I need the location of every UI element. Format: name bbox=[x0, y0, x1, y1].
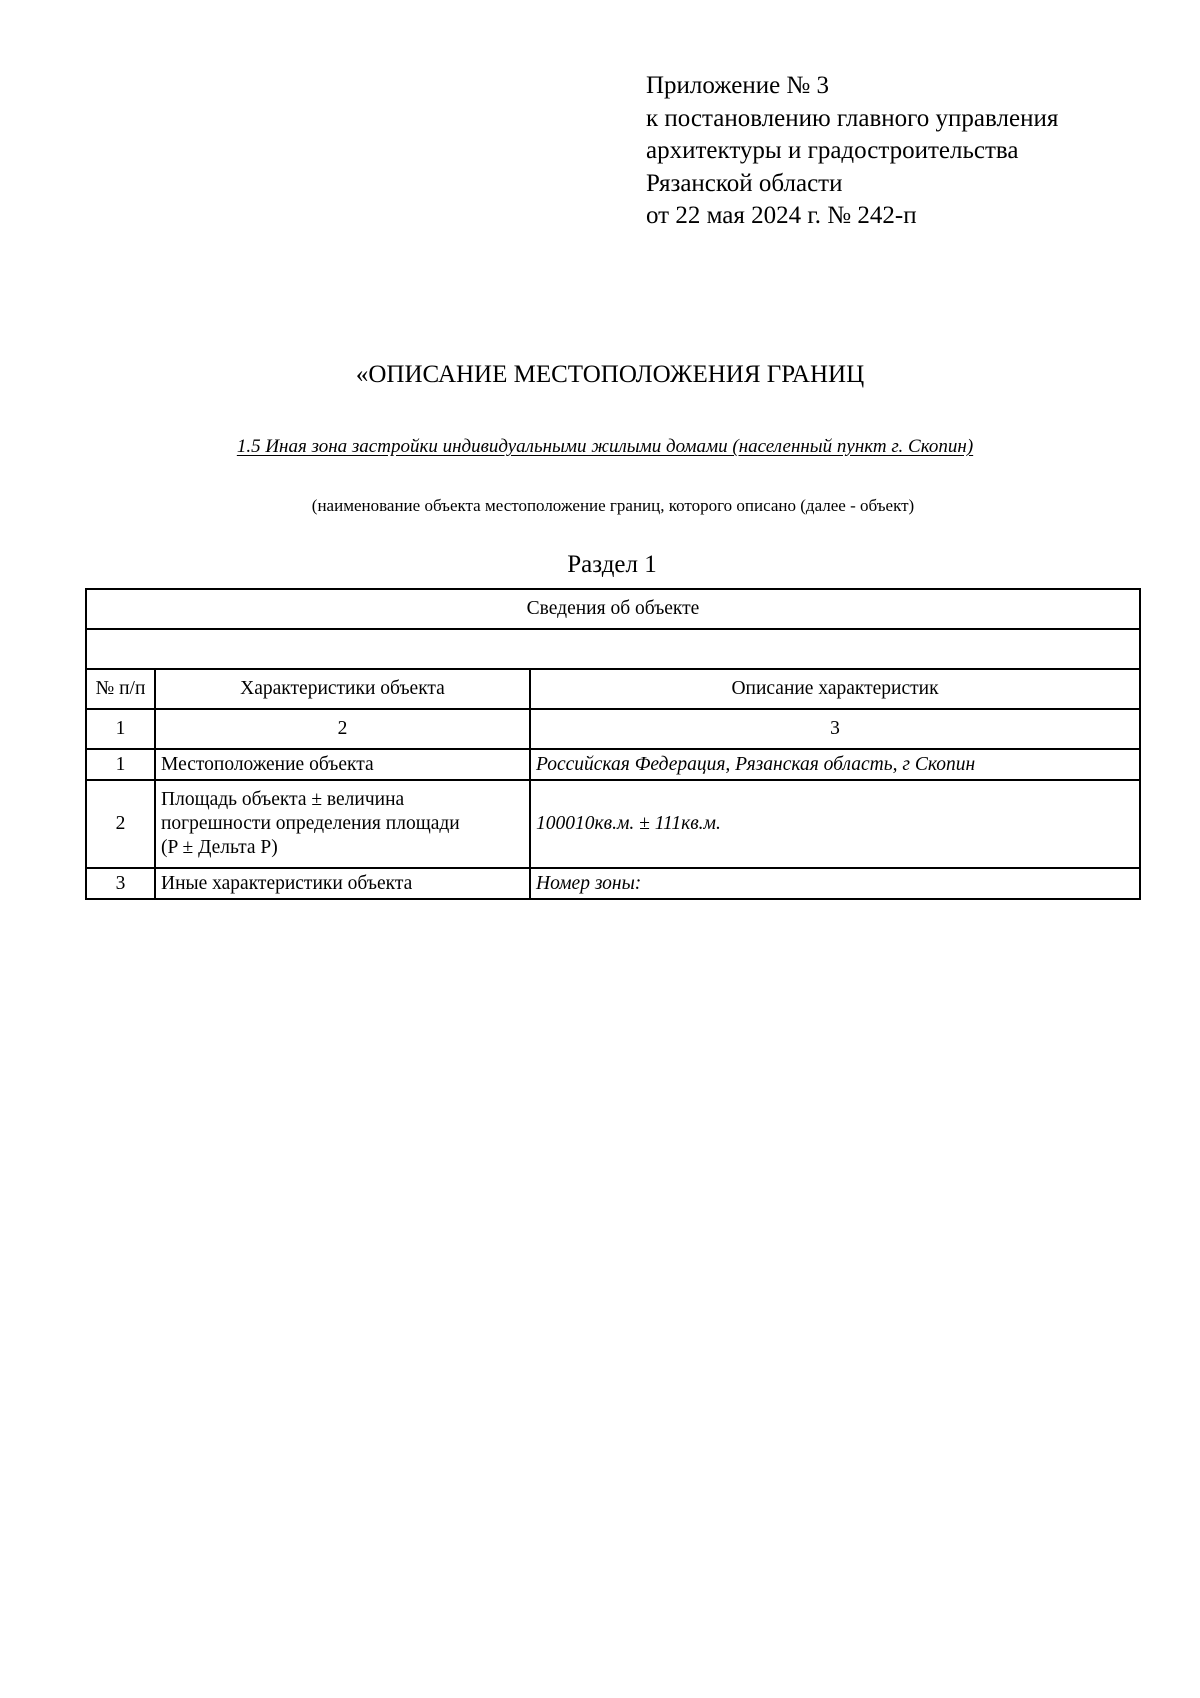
section-title: Раздел 1 bbox=[567, 551, 657, 578]
header-cell-characteristic: Характеристики объекта bbox=[155, 669, 530, 709]
column-number-cell: 3 bbox=[530, 709, 1140, 749]
table-row bbox=[86, 868, 1140, 899]
appendix-line: от 22 мая 2024 г. № 242-п bbox=[646, 202, 917, 229]
table-empty-row bbox=[86, 629, 1140, 669]
row-description-cell: 100010кв.м. ± 111кв.м. bbox=[530, 780, 1140, 868]
appendix-block bbox=[646, 70, 1058, 233]
row-characteristic-cell bbox=[155, 780, 530, 868]
column-number-cell: 2 bbox=[155, 709, 530, 749]
row-description-cell: Номер зоны: bbox=[530, 868, 1140, 899]
table-caption: Сведения об объекте bbox=[86, 589, 1140, 629]
appendix-line: к постановлению главного управления bbox=[646, 104, 1059, 132]
object-name bbox=[0, 435, 1200, 459]
characteristic-line: погрешности определения площади bbox=[161, 813, 460, 834]
table-empty-cell bbox=[86, 629, 1140, 669]
row-number-cell: 1 bbox=[86, 749, 155, 780]
table-caption-row bbox=[86, 589, 1140, 629]
characteristic-line: Площадь объекта ± величина bbox=[161, 789, 405, 810]
column-number-cell: 1 bbox=[86, 709, 155, 749]
appendix-line: Рязанской области bbox=[646, 169, 843, 197]
table-row bbox=[86, 749, 1140, 780]
row-description-cell: Российская Федерация, Рязанская область, г Скопин bbox=[530, 749, 1140, 780]
object-name-text: 1.5 Иная зона застройки индивидуальными жилыми домами (населенный пункт г. Скопин) bbox=[236, 436, 974, 457]
appendix-line: Приложение № 3 bbox=[646, 72, 830, 99]
table-column-number-row bbox=[86, 709, 1140, 749]
table-row bbox=[86, 780, 1140, 868]
characteristic-line: (P ± Дельта P) bbox=[161, 837, 278, 858]
row-characteristic-cell: Местоположение объекта bbox=[155, 749, 530, 780]
row-number-cell: 3 bbox=[86, 868, 155, 899]
appendix-line: архитектуры и градостроительства bbox=[646, 137, 1019, 164]
row-characteristic-cell: Иные характеристики объекта bbox=[155, 868, 530, 899]
object-name-note: (наименование объекта местоположение границ, которого описано (далее - объект) bbox=[311, 496, 915, 515]
object-info-table bbox=[85, 588, 1141, 900]
document-title: «ОПИСАНИЕ МЕСТОПОЛОЖЕНИЯ ГРАНИЦ bbox=[355, 361, 865, 388]
header-cell-number: № п/п bbox=[86, 669, 155, 709]
row-number-cell: 2 bbox=[86, 780, 155, 868]
table-header-row bbox=[86, 669, 1140, 709]
header-cell-description: Описание характеристик bbox=[530, 669, 1140, 709]
